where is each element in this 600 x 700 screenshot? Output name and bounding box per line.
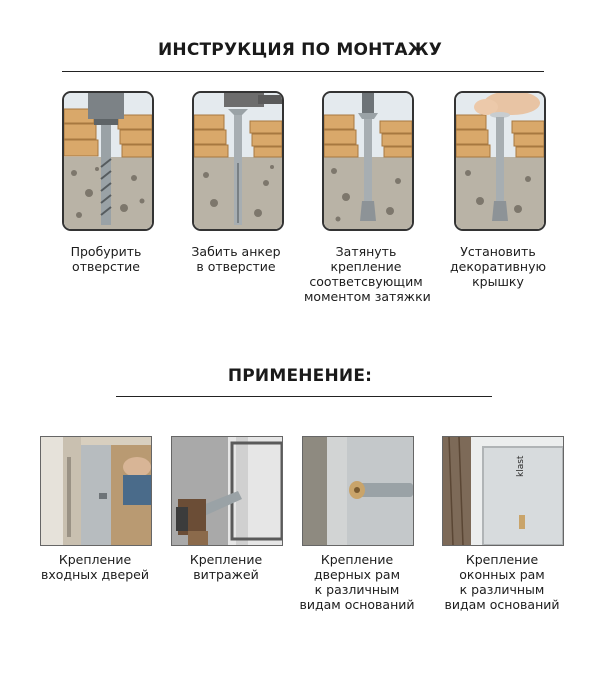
step-drill-image bbox=[62, 91, 154, 231]
caption-line: Забить анкер bbox=[191, 244, 281, 259]
app-glazing-caption bbox=[166, 552, 286, 582]
caption-line: Крепление bbox=[189, 552, 263, 567]
caption-line: крепление bbox=[330, 259, 402, 274]
application-divider bbox=[116, 396, 492, 397]
caption-line: входных дверей bbox=[41, 567, 149, 582]
step-cap-image bbox=[454, 91, 546, 231]
caption-line: оконных рам bbox=[459, 567, 545, 582]
caption-line: моментом затяжки bbox=[304, 289, 431, 304]
caption-line: Крепление bbox=[320, 552, 394, 567]
step-drill-caption bbox=[56, 244, 156, 274]
step-cap-caption bbox=[438, 244, 558, 289]
install-title: ИНСТРУКЦИЯ ПО МОНТАЖУ bbox=[157, 40, 443, 60]
app-door-frame-caption bbox=[292, 552, 422, 612]
caption-line: крышку bbox=[472, 274, 524, 289]
application-title: ПРИМЕНЕНИЕ: bbox=[227, 366, 373, 386]
caption-line: дверных рам bbox=[313, 567, 401, 582]
step-hammer-image bbox=[192, 91, 284, 231]
step-tighten-image bbox=[322, 91, 414, 231]
caption-line: в отверстие bbox=[196, 259, 276, 274]
caption-line: к различным bbox=[459, 582, 545, 597]
caption-line: видам оснований bbox=[444, 597, 560, 612]
caption-line: Затянуть bbox=[335, 244, 397, 259]
app-door-frame-photo bbox=[302, 436, 414, 546]
caption-line: соответсвующим bbox=[309, 274, 423, 289]
app-window-frame-photo bbox=[442, 436, 564, 546]
caption-line: Пробурить bbox=[70, 244, 142, 259]
install-divider bbox=[62, 71, 544, 72]
caption-line: отверстие bbox=[72, 259, 140, 274]
app-door-photo bbox=[40, 436, 152, 546]
caption-line: Установить bbox=[460, 244, 536, 259]
caption-line: Крепление bbox=[58, 552, 132, 567]
caption-line: видам оснований bbox=[299, 597, 415, 612]
app-window-frame-caption bbox=[437, 552, 567, 612]
step-tighten-caption bbox=[304, 244, 431, 304]
klast-sticker: klast bbox=[516, 455, 526, 477]
app-door-caption bbox=[30, 552, 160, 582]
app-glazing-photo bbox=[171, 436, 283, 546]
caption-line: Крепление bbox=[465, 552, 539, 567]
caption-line: витражей bbox=[193, 567, 259, 582]
caption-line: декоративную bbox=[450, 259, 546, 274]
step-hammer-caption bbox=[181, 244, 291, 274]
caption-line: к различным bbox=[314, 582, 400, 597]
